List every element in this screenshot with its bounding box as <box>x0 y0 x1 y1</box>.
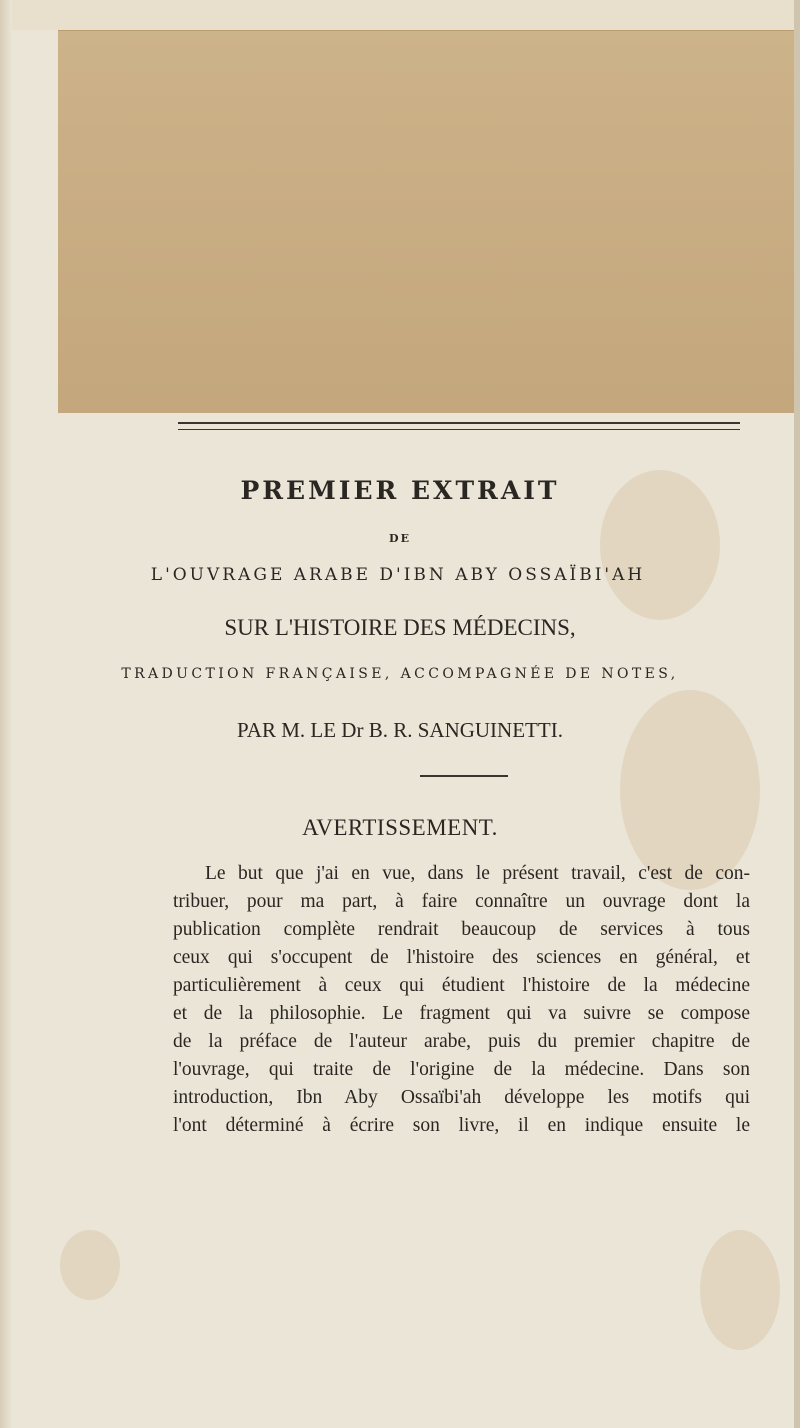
paper-stain <box>60 1230 120 1300</box>
title-author: PAR M. LE Dr B. R. SANGUINETTI. <box>237 718 563 742</box>
paragraph-line: et de la philosophie. Le fragment qui va suivre se compose <box>173 1003 750 1024</box>
paragraph-line: tribuer, pour ma part, à faire connaître un ouvrage dont la <box>173 891 750 912</box>
paper-stain <box>700 1230 780 1350</box>
paragraph-line: ceux qui s'occupent de l'histoire des sciences en général, et <box>173 947 750 968</box>
header-double-rule <box>178 422 740 430</box>
title-premier-extrait: PREMIER EXTRAIT <box>240 476 560 505</box>
paragraph-line: Le but que j'ai en vue, dans le présent travail, c'est de con- <box>205 863 750 884</box>
section-heading-avertissement: AVERTISSEMENT. <box>302 815 498 840</box>
title-histoire-medecins: SUR L'HISTOIRE DES MÉDECINS, <box>224 615 576 640</box>
left-page-edge <box>0 0 12 1428</box>
title-ouvrage-arabe: L'OUVRAGE ARABE D'IBN ABY OSSAÏBI'AH <box>150 565 646 585</box>
paragraph-line: l'ont déterminé à écrire son livre, il en indique ensuite le <box>173 1115 750 1136</box>
top-margin <box>0 0 800 30</box>
title-traduction: TRADUCTION FRANÇAISE, ACCOMPAGNÉE DE NOTES, <box>121 666 679 682</box>
paragraph-line: l'ouvrage, qui traite de l'origine de la médecine. Dans son <box>173 1059 750 1080</box>
pasted-paper-strip <box>58 30 800 413</box>
section-divider-rule <box>420 775 508 777</box>
paragraph-line: de la préface de l'auteur arabe, puis du premier chapitre de <box>173 1031 750 1052</box>
right-page-edge <box>794 0 800 1428</box>
paragraph-line: particulièrement à ceux qui étudient l'histoire de la médecine <box>173 975 750 996</box>
paragraph-line: introduction, Ibn Aby Ossaïbi'ah développe les motifs qui <box>173 1087 750 1108</box>
avertissement-paragraph <box>173 860 750 1140</box>
title-de: DE <box>389 532 411 545</box>
paragraph-line: publication complète rendrait beaucoup de services à tous <box>173 919 750 940</box>
